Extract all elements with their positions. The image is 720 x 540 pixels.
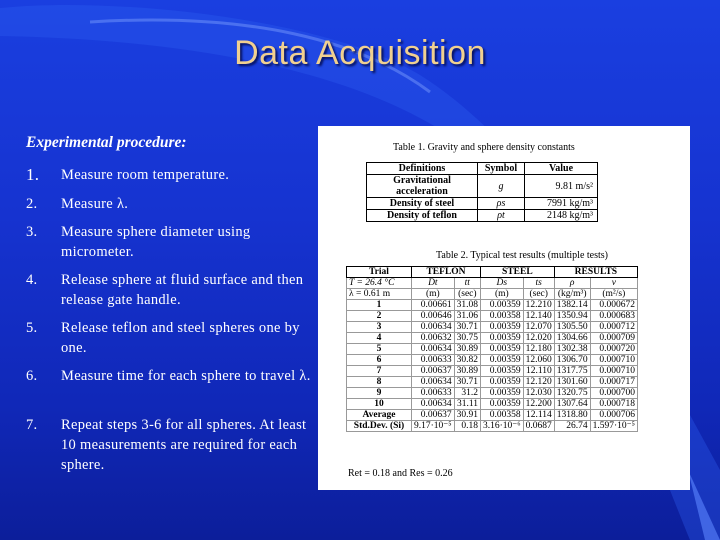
table-cell: 0.00359 [481, 300, 524, 311]
table-cell: g [478, 175, 525, 198]
step-number: 2. [26, 196, 38, 212]
table-row [347, 366, 638, 377]
table-cell: 0.00634 [412, 377, 455, 388]
table-cell: 0.000710 [590, 355, 637, 366]
table-cell: 0.000720 [590, 344, 637, 355]
table-cell: 31.08 [454, 300, 480, 311]
table-cell: 0.00646 [412, 311, 455, 322]
table-cell: 0.00358 [481, 410, 524, 421]
table-cell: 0.00634 [412, 344, 455, 355]
table-cell: 0.00633 [412, 355, 455, 366]
table2-unit: (m²/s) [590, 289, 637, 300]
table-cell: 12.114 [523, 410, 554, 421]
table-cell: 1.597·10⁻⁵ [590, 421, 637, 432]
table2-subheader: ts [523, 278, 554, 289]
table1-header: Symbol [478, 163, 525, 175]
trial-number: 1 [347, 300, 412, 311]
trial-number: 10 [347, 399, 412, 410]
table-cell: 0.000710 [590, 366, 637, 377]
table-cell: 9.81 m/s² [525, 175, 598, 198]
table-cell: 31.06 [454, 311, 480, 322]
table-cell: 12.060 [523, 355, 554, 366]
table-row [347, 311, 638, 322]
trial-number: 7 [347, 366, 412, 377]
table2-unit: (kg/m³) [554, 289, 590, 300]
row-label: Average [347, 410, 412, 421]
table2-unit: (m) [481, 289, 524, 300]
table-row [347, 399, 638, 410]
table-row [347, 300, 638, 311]
step-text: Release sphere at fluid surface and then release gate handle. [61, 272, 304, 308]
table2-group-header: RESULTS [554, 267, 637, 278]
step-text: Measure λ. [61, 196, 129, 212]
table-cell: 30.82 [454, 355, 480, 366]
table2-subheader: Ds [481, 278, 524, 289]
table-cell: 3.16·10⁻⁶ [481, 421, 524, 432]
table-cell: 1317.75 [554, 366, 590, 377]
table2-subheader: ν [590, 278, 637, 289]
step-number: 7. [26, 417, 38, 433]
temperature-condition: T = 26.4 °C [347, 278, 412, 289]
trial-number: 8 [347, 377, 412, 388]
table-cell: 0.000706 [590, 410, 637, 421]
table-cell: 0.00359 [481, 322, 524, 333]
table-cell: 0.00637 [412, 410, 455, 421]
slide-title: Data Acquisition [234, 34, 486, 72]
step-number: 1. [26, 165, 40, 184]
step-number: 3. [26, 224, 38, 240]
step-text: Measure room temperature. [61, 167, 230, 183]
step-text: Repeat steps 3-6 for all spheres. At least 10 measurements are required for each sphere. [61, 417, 307, 473]
stddev-row [347, 421, 638, 432]
table2-group-header: TEFLON [412, 267, 481, 278]
table-cell: 0.000717 [590, 377, 637, 388]
table-cell: 0.000718 [590, 399, 637, 410]
table1-caption: Table 1. Gravity and sphere density constants [393, 142, 575, 153]
table-cell: 0.000683 [590, 311, 637, 322]
table-row [347, 333, 638, 344]
table-cell: 1320.75 [554, 388, 590, 399]
table-cell: 2148 kg/m³ [525, 210, 598, 222]
step-number: 6. [26, 368, 38, 384]
table2-group-header: Trial [347, 267, 412, 278]
table2-caption: Table 2. Typical test results (multiple tests) [436, 250, 608, 261]
table-cell: 0.00637 [412, 366, 455, 377]
table2-subheader: tt [454, 278, 480, 289]
table-cell: Gravitational acceleration [367, 175, 478, 198]
table-cell: 1306.70 [554, 355, 590, 366]
table-cell: ρt [478, 210, 525, 222]
table-cell: 1350.94 [554, 311, 590, 322]
table-cell: ρs [478, 198, 525, 210]
table-row [347, 344, 638, 355]
table-cell: 12.070 [523, 322, 554, 333]
trial-number: 2 [347, 311, 412, 322]
table-cell: 30.75 [454, 333, 480, 344]
table-row [347, 355, 638, 366]
trial-number: 6 [347, 355, 412, 366]
table-cell: 0.00661 [412, 300, 455, 311]
table-cell: 12.210 [523, 300, 554, 311]
table-cell: 31.11 [454, 399, 480, 410]
trial-number: 9 [347, 388, 412, 399]
step-number: 4. [26, 272, 38, 288]
table2-subheader: ρ [554, 278, 590, 289]
table-cell: 0.00359 [481, 388, 524, 399]
table-cell: 12.030 [523, 388, 554, 399]
table-row [367, 175, 598, 198]
table-cell: 0.00634 [412, 322, 455, 333]
table1-header: Value [525, 163, 598, 175]
table-cell: 0.000672 [590, 300, 637, 311]
table-cell: Density of teflon [367, 210, 478, 222]
table-cell: 12.020 [523, 333, 554, 344]
trial-number: 4 [347, 333, 412, 344]
table2-unit: (sec) [454, 289, 480, 300]
table-cell: 0.00359 [481, 344, 524, 355]
table-cell: 1307.64 [554, 399, 590, 410]
table-cell: Density of steel [367, 198, 478, 210]
table-cell: 30.89 [454, 366, 480, 377]
table-row [367, 210, 598, 222]
table-cell: 1301.60 [554, 377, 590, 388]
trial-number: 3 [347, 322, 412, 333]
lambda-condition: λ = 0.61 m [347, 289, 412, 300]
table-cell: 30.71 [454, 377, 480, 388]
procedure-heading: Experimental procedure: [26, 134, 187, 151]
table-cell: 0.00359 [481, 377, 524, 388]
table-cell: 0.00632 [412, 333, 455, 344]
table-cell: 31.2 [454, 388, 480, 399]
table-cell: 1305.50 [554, 322, 590, 333]
table-cell: 9.17·10⁻⁵ [412, 421, 455, 432]
table-cell: 1304.66 [554, 333, 590, 344]
table-cell: 0.00359 [481, 366, 524, 377]
table-cell: 0.000700 [590, 388, 637, 399]
average-row [347, 410, 638, 421]
table-cell: 12.200 [523, 399, 554, 410]
table-cell: 12.120 [523, 377, 554, 388]
row-label: Std.Dev. (Si) [347, 421, 412, 432]
reynolds-footnote: Ret = 0.18 and Res = 0.26 [348, 468, 453, 479]
step-number: 5. [26, 320, 38, 336]
table-cell: 0.00359 [481, 399, 524, 410]
table-row [347, 322, 638, 333]
table-cell: 0.00634 [412, 399, 455, 410]
table1-header: Definitions [367, 163, 478, 175]
table-cell: 12.140 [523, 311, 554, 322]
table2-unit: (sec) [523, 289, 554, 300]
step-text: Release teflon and steel spheres one by one. [61, 320, 300, 356]
table-cell: 12.180 [523, 344, 554, 355]
results-table [346, 266, 638, 432]
table-cell: 0.000709 [590, 333, 637, 344]
trial-number: 5 [347, 344, 412, 355]
table-row [347, 388, 638, 399]
table2-subheader: Dt [412, 278, 455, 289]
table-cell: 26.74 [554, 421, 590, 432]
table-cell: 7991 kg/m³ [525, 198, 598, 210]
table-cell: 0.00359 [481, 355, 524, 366]
step-text: Measure sphere diameter using micrometer. [61, 224, 251, 260]
table-cell: 0.18 [454, 421, 480, 432]
table-cell: 1302.38 [554, 344, 590, 355]
table-cell: 30.91 [454, 410, 480, 421]
table2-group-header: STEEL [481, 267, 555, 278]
step-text: Measure time for each sphere to travel λ. [61, 368, 311, 384]
table-cell: 0.00633 [412, 388, 455, 399]
table-row [347, 377, 638, 388]
table-cell: 1318.80 [554, 410, 590, 421]
constants-table [366, 162, 598, 222]
table-cell: 30.89 [454, 344, 480, 355]
table2-body [347, 300, 638, 410]
table-cell: 0.00358 [481, 311, 524, 322]
table-cell: 30.71 [454, 322, 480, 333]
table-cell: 0.000712 [590, 322, 637, 333]
table-cell: 0.0687 [523, 421, 554, 432]
table-cell: 0.00359 [481, 333, 524, 344]
table-row [367, 198, 598, 210]
table-cell: 12.110 [523, 366, 554, 377]
table-cell: 1382.14 [554, 300, 590, 311]
table2-unit: (m) [412, 289, 455, 300]
tables-panel [318, 126, 690, 490]
